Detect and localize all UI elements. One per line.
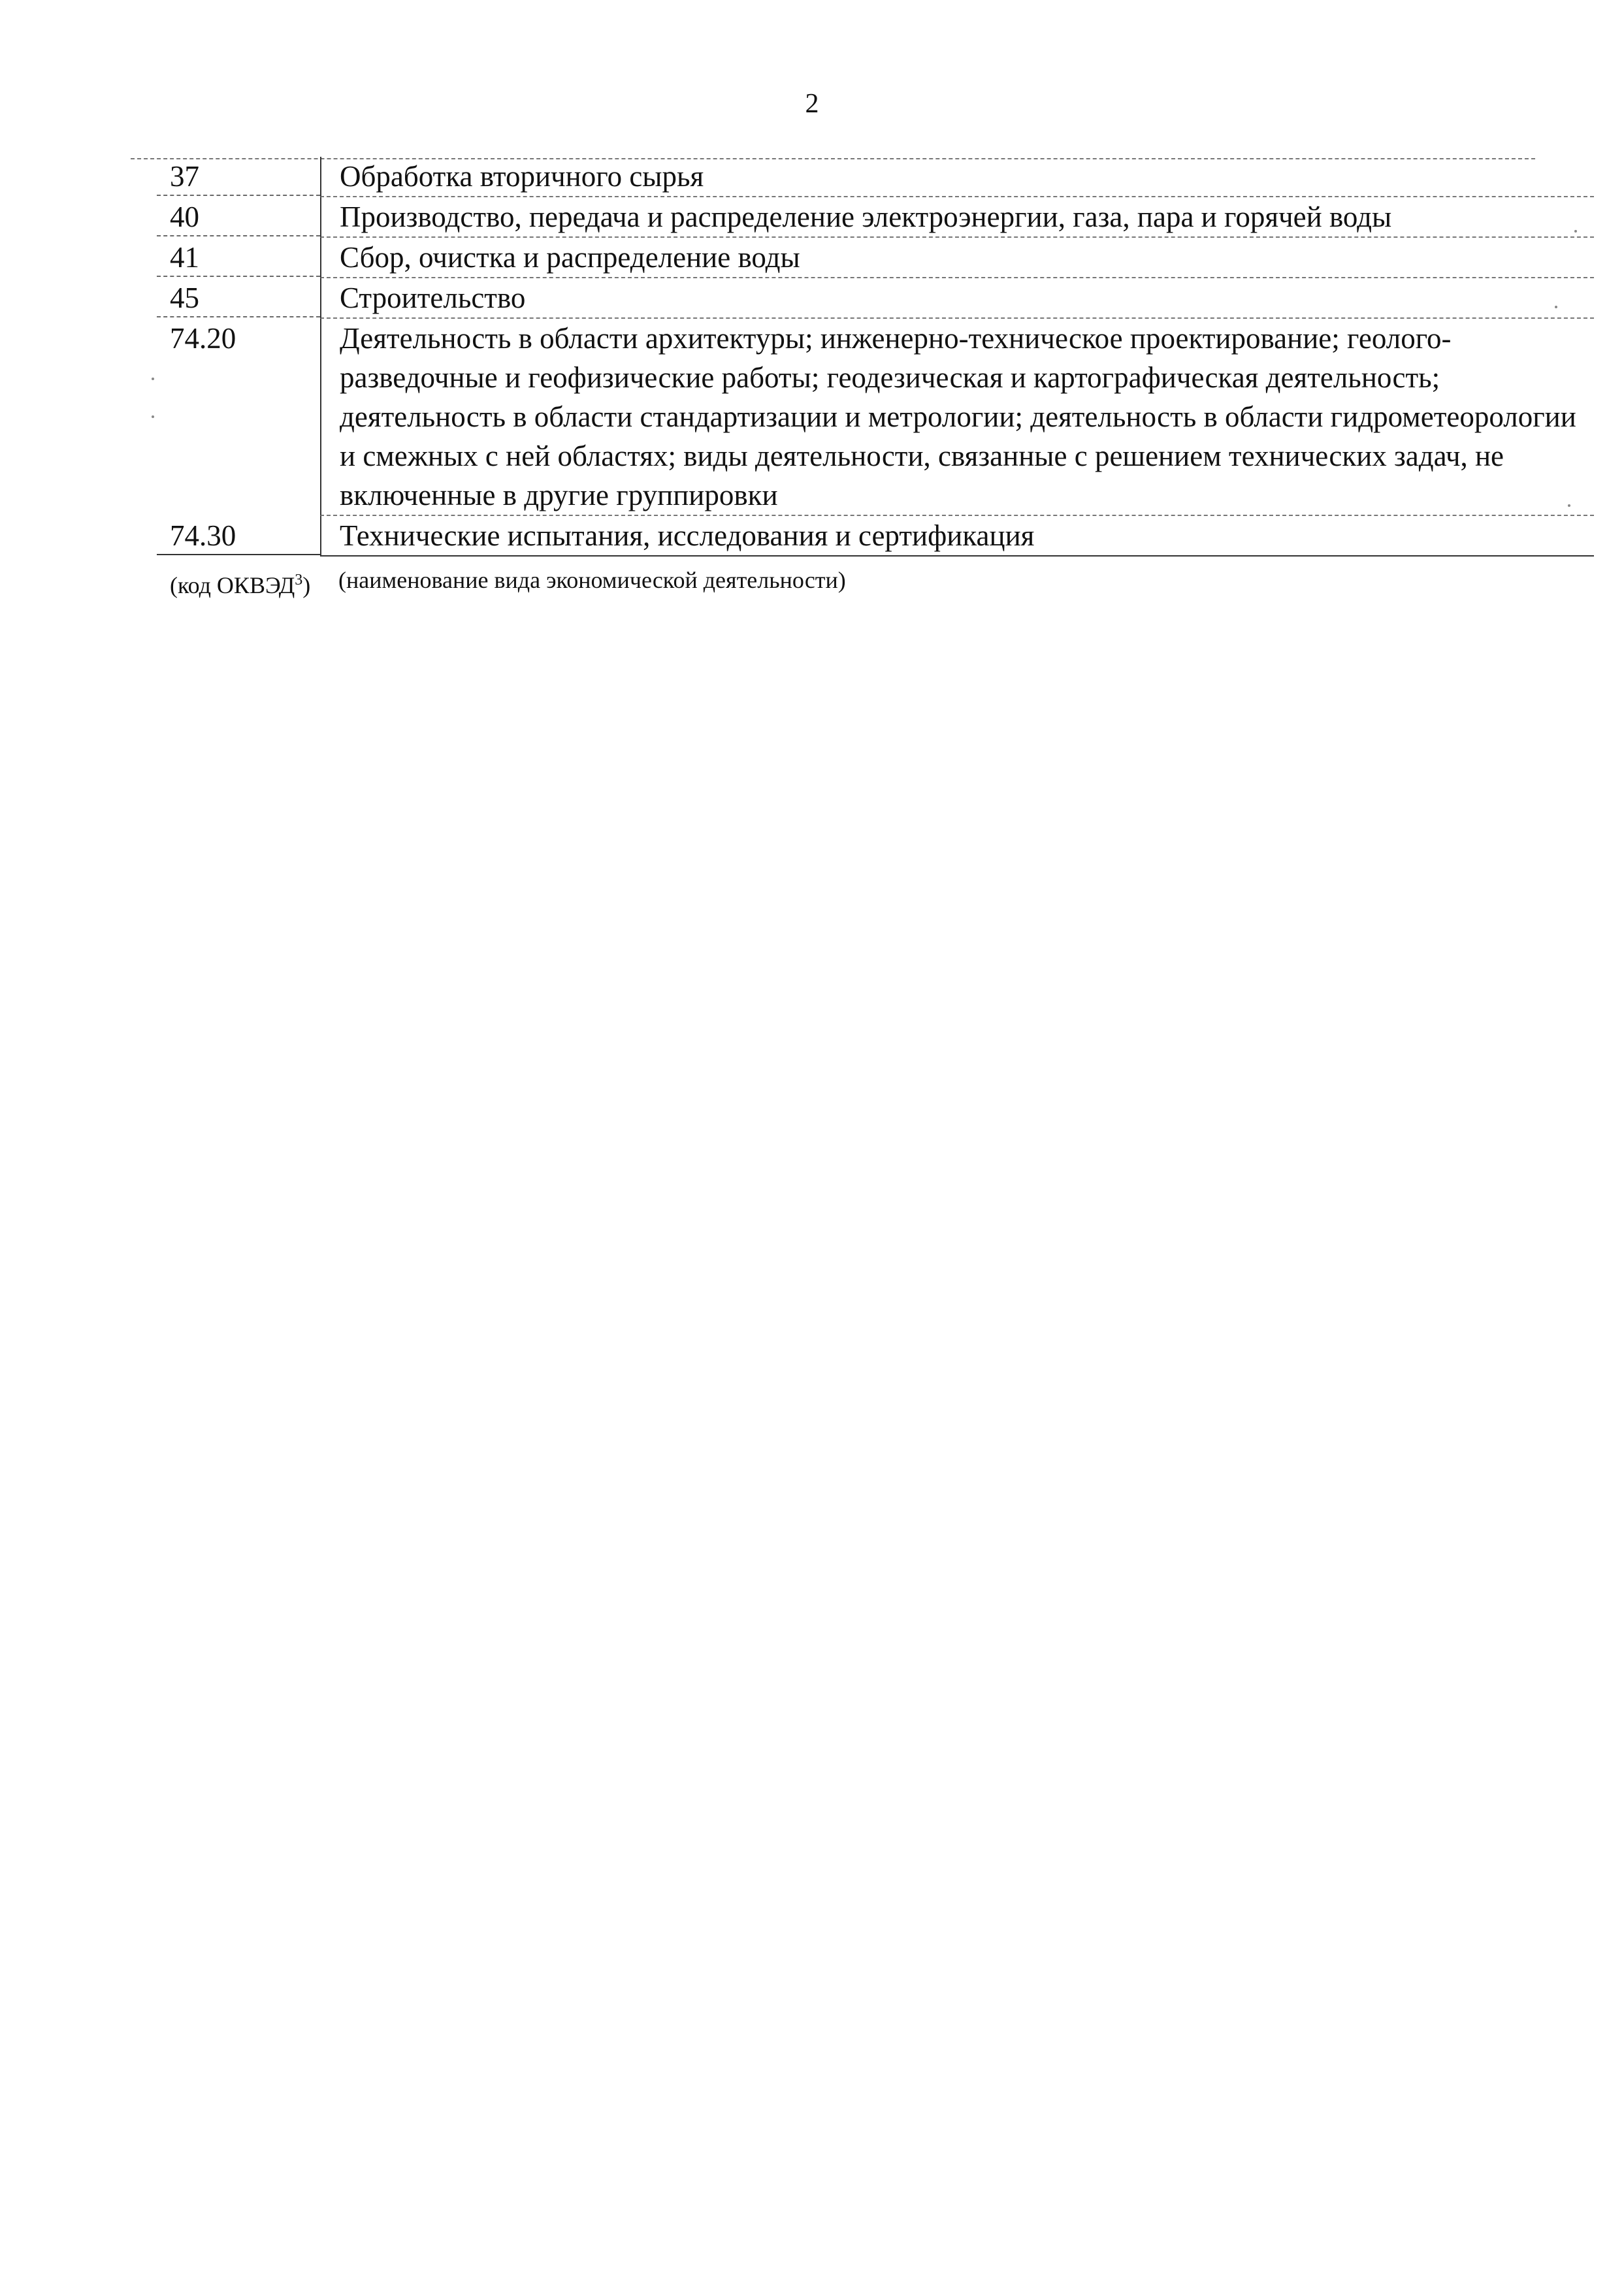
table-row xyxy=(157,157,1594,197)
activity-name: Технические испытания, исследования и сертификация xyxy=(320,516,1594,557)
page-number: 2 xyxy=(805,89,819,119)
code-caption-close: ) xyxy=(302,572,311,598)
okved-code: 41 xyxy=(157,238,320,277)
table-row xyxy=(157,516,1594,557)
okved-code: 74.30 xyxy=(157,516,320,555)
scan-speck xyxy=(152,378,154,380)
scan-speck xyxy=(1555,306,1557,308)
scan-speck xyxy=(1574,230,1577,233)
table-row xyxy=(157,238,1594,278)
table-captions xyxy=(157,563,846,602)
table-row xyxy=(157,319,1594,516)
table-row xyxy=(157,278,1594,319)
code-caption-text: (код ОКВЭД xyxy=(170,572,295,598)
name-caption: (наименование вида экономической деятельности) xyxy=(338,567,846,593)
okved-code: 40 xyxy=(157,197,320,236)
activity-name: Сбор, очистка и распределение воды xyxy=(320,238,1594,278)
code-caption xyxy=(157,563,320,602)
activity-name: Обработка вторичного сырья xyxy=(320,157,1594,197)
activity-name: Деятельность в области архитектуры; инженерно-техническое проектирование; геолого-разведочные и геофизические работы; геодезическая и картографическая деятельность; деятельность в области стандартизации и метрологии; деятельность в области гидрометеорологии и смежных с ней областях; виды деятельности, связанные с решением технических задач, не включенные в другие группировки xyxy=(320,319,1594,516)
scan-speck xyxy=(1568,504,1570,507)
activity-name: Производство, передача и распределение электроэнергии, газа, пара и горячей воды xyxy=(320,197,1594,238)
okved-code: 37 xyxy=(157,157,320,196)
table-row xyxy=(157,197,1594,238)
okved-code: 74.20 xyxy=(170,322,236,355)
footnote-marker: 3 xyxy=(295,572,303,589)
scan-speck xyxy=(152,415,154,418)
okved-code: 45 xyxy=(157,278,320,317)
okved-activity-table xyxy=(157,157,1594,557)
activity-name: Строительство xyxy=(320,278,1594,319)
